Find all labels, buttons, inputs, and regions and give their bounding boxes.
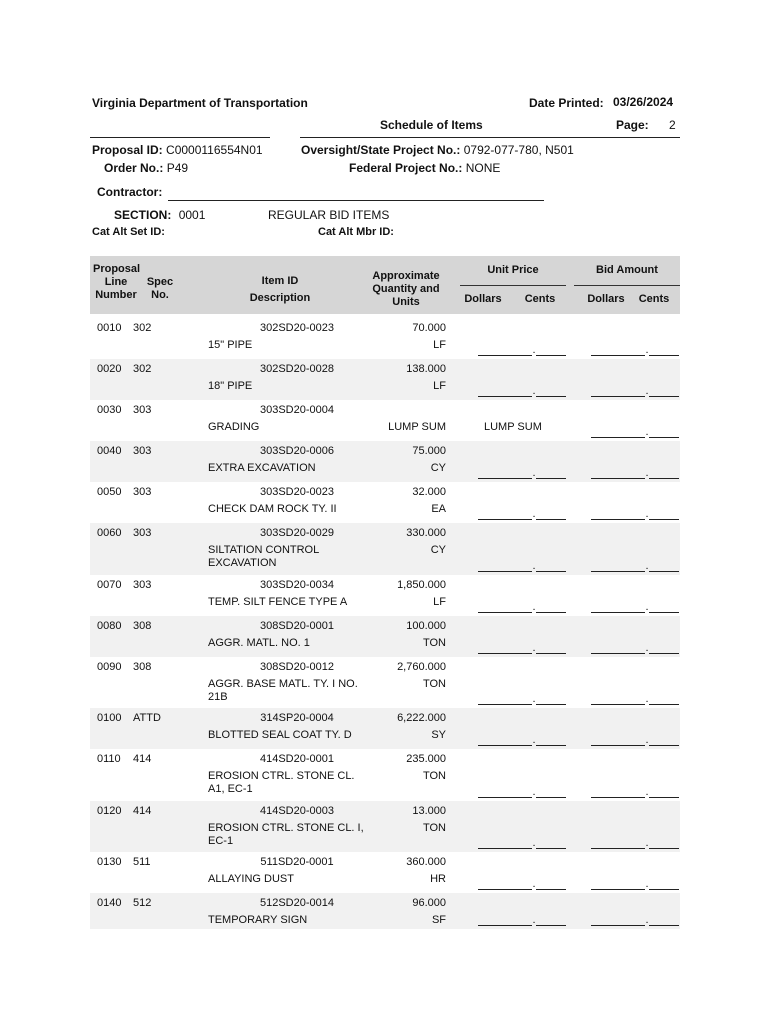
- approximate-text: Approximate: [372, 270, 440, 282]
- cat-alt-set-label: Cat Alt Set ID:: [92, 226, 165, 238]
- bid-amount-blank[interactable]: .: [591, 426, 679, 438]
- order-no-value: P49: [166, 161, 189, 175]
- quantity: 100.000: [406, 620, 446, 632]
- contractor-blank-line: [168, 200, 544, 201]
- item-description: TEMPORARY SIGN: [208, 914, 308, 926]
- spec-number: 414: [133, 805, 152, 817]
- bid-amount-blank[interactable]: .: [591, 467, 679, 479]
- section-label: SECTION:: [114, 208, 172, 222]
- date-printed-value: 03/26/2024: [613, 95, 674, 109]
- line-number: 0010: [97, 322, 122, 334]
- federal-value: NONE: [465, 161, 501, 175]
- proposal-text: Proposal: [93, 263, 141, 275]
- unit-price-blank[interactable]: .: [478, 914, 566, 926]
- item-description: EROSION CTRL. STONE CL. I, EC-1: [208, 822, 364, 847]
- spec-number: 303: [133, 404, 152, 416]
- unit: LUMP SUM: [388, 421, 446, 433]
- table-row: [90, 657, 680, 708]
- contractor-label: Contractor:: [97, 185, 163, 199]
- line-number: 0060: [97, 527, 122, 539]
- proposal-id-label: Proposal ID:: [92, 143, 163, 157]
- line-number: 0140: [97, 897, 122, 909]
- oversight-value: 0792-077-780, N501: [463, 143, 574, 157]
- line-number: 0100: [97, 712, 122, 724]
- item-id: 314SP20-0004: [260, 712, 334, 724]
- unit-price-blank[interactable]: .: [478, 878, 566, 890]
- table-row: [90, 318, 680, 359]
- table-row: [90, 441, 680, 482]
- line-number: 0090: [97, 661, 122, 673]
- col-quantity-header: [358, 270, 454, 309]
- quantity: 75.000: [412, 445, 446, 457]
- line-number: 0130: [97, 856, 122, 868]
- bid-amount-blank[interactable]: .: [591, 508, 679, 520]
- quantity: 96.000: [412, 897, 446, 909]
- unit: LF: [433, 596, 446, 608]
- table-row: [90, 616, 680, 657]
- item-id-text: Item ID: [261, 275, 299, 287]
- item-description: BLOTTED SEAL COAT TY. D: [208, 729, 352, 741]
- table-header: [90, 256, 680, 314]
- line-text: Line: [104, 276, 128, 288]
- section-description: REGULAR BID ITEMS: [268, 208, 390, 222]
- spec-number: 308: [133, 620, 152, 632]
- org-name: Virginia Department of Transportation: [92, 96, 308, 110]
- quantity: 235.000: [406, 753, 446, 765]
- date-printed-label: Date Printed:: [529, 96, 604, 110]
- unit: TON: [422, 770, 446, 782]
- unit-price-underline: [460, 285, 566, 286]
- unit: SY: [431, 729, 446, 741]
- bid-amount-underline: [574, 285, 680, 286]
- item-description: TEMP. SILT FENCE TYPE A: [208, 596, 348, 608]
- table-row: [90, 359, 680, 400]
- unit: CY: [430, 462, 446, 474]
- item-description: GRADING: [208, 421, 260, 433]
- no-text: No.: [151, 289, 169, 301]
- item-id: 414SD20-0003: [259, 805, 334, 817]
- bid-amount-cents: Cents: [638, 293, 670, 305]
- unit-price-blank[interactable]: .: [478, 837, 566, 849]
- spec-number: 308: [133, 661, 152, 673]
- quantity: 330.000: [406, 527, 446, 539]
- item-description: AGGR. MATL. NO. 1: [208, 637, 310, 649]
- spec-number: 302: [133, 363, 152, 375]
- line-number: 0050: [97, 486, 122, 498]
- item-description: 18" PIPE: [208, 380, 253, 392]
- item-id: 303SD20-0004: [259, 404, 334, 416]
- schedule-title: Schedule of Items: [380, 118, 483, 132]
- table-row: [90, 523, 680, 575]
- proposal-id-value: C0000116554N01: [166, 143, 263, 157]
- unit-price-blank[interactable]: .: [478, 560, 566, 572]
- unit: TON: [422, 678, 446, 690]
- unit-price-blank[interactable]: .: [478, 734, 566, 746]
- unit-price-blank[interactable]: .: [478, 344, 566, 356]
- header-divider-right: [300, 137, 680, 138]
- item-id: 308SD20-0012: [259, 661, 334, 673]
- unit-price-blank[interactable]: .: [478, 786, 566, 798]
- spec-number: 512: [133, 897, 152, 909]
- quantity: 6,222.000: [397, 712, 446, 724]
- table-row: [90, 801, 680, 852]
- col-bid-amount-header: Bid Amount: [596, 264, 658, 276]
- header-divider-left: [90, 137, 270, 138]
- spec-text: Spec: [146, 276, 174, 288]
- bid-amount-blank[interactable]: .: [591, 786, 679, 798]
- item-id: 303SD20-0023: [259, 486, 334, 498]
- spec-number: 303: [133, 445, 152, 457]
- quantity: 13.000: [412, 805, 446, 817]
- unit: LF: [433, 339, 446, 351]
- item-description: 15" PIPE: [208, 339, 253, 351]
- item-description: CHECK DAM ROCK TY. II: [208, 503, 337, 515]
- quantity: 2,760.000: [397, 661, 446, 673]
- item-description: SILTATION CONTROL EXCAVATION: [208, 544, 319, 569]
- col-unit-price-header: Unit Price: [487, 264, 539, 276]
- unit: TON: [422, 822, 446, 834]
- bid-amount-blank[interactable]: .: [591, 837, 679, 849]
- item-description: EROSION CTRL. STONE CL. A1, EC-1: [208, 770, 355, 795]
- item-id: 308SD20-0001: [259, 620, 334, 632]
- order-no: [104, 161, 188, 175]
- federal-project: [349, 161, 500, 175]
- unit: SF: [431, 914, 446, 926]
- quantity: 138.000: [406, 363, 446, 375]
- table-row: [90, 893, 680, 929]
- line-number: 0120: [97, 805, 122, 817]
- bid-amount-blank[interactable]: .: [591, 878, 679, 890]
- bid-amount-blank[interactable]: .: [591, 601, 679, 613]
- spec-number: 302: [133, 322, 152, 334]
- bid-amount-blank[interactable]: .: [591, 642, 679, 654]
- spec-number: 511: [133, 856, 151, 868]
- quantity: 70.000: [412, 322, 446, 334]
- spec-number: 303: [133, 579, 152, 591]
- unit-price-text: LUMP SUM: [484, 421, 542, 433]
- units-text: Units: [392, 296, 420, 308]
- unit-price-blank[interactable]: .: [478, 467, 566, 479]
- unit: TON: [422, 637, 446, 649]
- item-id: 512SD20-0014: [259, 897, 334, 909]
- unit-price-blank[interactable]: .: [478, 642, 566, 654]
- item-id: 303SD20-0006: [259, 445, 334, 457]
- cat-alt-mbr-label: Cat Alt Mbr ID:: [318, 226, 394, 238]
- bid-amount-blank[interactable]: .: [591, 734, 679, 746]
- item-id: 302SD20-0028: [259, 363, 334, 375]
- col-item-header: [235, 275, 325, 305]
- section: [114, 208, 205, 222]
- bid-amount-blank[interactable]: .: [591, 344, 679, 356]
- bid-amount-dollars: Dollars: [587, 293, 625, 305]
- line-number: 0110: [97, 753, 121, 765]
- line-number: 0020: [97, 363, 122, 375]
- table-row: [90, 852, 680, 893]
- federal-label: Federal Project No.:: [349, 161, 463, 175]
- oversight-project: [301, 143, 574, 157]
- quantity: 360.000: [406, 856, 446, 868]
- description-text: Description: [249, 292, 311, 304]
- quantity-and-text: Quantity and: [372, 283, 440, 295]
- unit-price-blank[interactable]: .: [478, 693, 566, 705]
- item-description: AGGR. BASE MATL. TY. I NO. 21B: [208, 678, 358, 703]
- spec-number: ATTD: [133, 712, 161, 724]
- page-number: 2: [669, 118, 676, 132]
- quantity: 1,850.000: [397, 579, 446, 591]
- item-description: EXTRA EXCAVATION: [208, 462, 316, 474]
- item-description: ALLAYING DUST: [208, 873, 294, 885]
- page-label: Page:: [616, 118, 649, 132]
- item-id: 511SD20-0001: [260, 856, 334, 868]
- table-row: [90, 400, 680, 441]
- unit-price-cents: Cents: [524, 293, 556, 305]
- unit: CY: [430, 544, 446, 556]
- unit-price-blank[interactable]: .: [478, 508, 566, 520]
- col-proposal-header: [93, 263, 139, 302]
- line-number: 0080: [97, 620, 122, 632]
- quantity: 32.000: [412, 486, 446, 498]
- item-id: 303SD20-0034: [259, 579, 334, 591]
- number-text: Number: [95, 289, 137, 301]
- spec-number: 414: [133, 753, 152, 765]
- unit-price-blank[interactable]: .: [478, 601, 566, 613]
- proposal-id: [92, 143, 263, 157]
- unit-price-dollars: Dollars: [464, 293, 502, 305]
- item-id: 414SD20-0001: [259, 753, 334, 765]
- line-number: 0040: [97, 445, 122, 457]
- section-value: 0001: [178, 208, 206, 222]
- col-spec-header: [145, 276, 175, 302]
- unit: LF: [433, 380, 446, 392]
- table-row: [90, 575, 680, 616]
- line-number: 0030: [97, 404, 122, 416]
- spec-number: 303: [133, 527, 152, 539]
- unit: EA: [431, 503, 446, 515]
- table-row: [90, 482, 680, 523]
- item-id: 302SD20-0023: [259, 322, 334, 334]
- bid-amount-blank[interactable]: .: [591, 385, 679, 397]
- unit-price-blank[interactable]: .: [478, 385, 566, 397]
- spec-number: 303: [133, 486, 152, 498]
- bid-amount-blank[interactable]: .: [591, 693, 679, 705]
- table-row: [90, 708, 680, 749]
- bid-amount-blank[interactable]: .: [591, 560, 679, 572]
- line-number: 0070: [97, 579, 122, 591]
- bid-amount-blank[interactable]: .: [591, 914, 679, 926]
- table-row: [90, 749, 680, 801]
- unit: HR: [430, 873, 446, 885]
- item-id: 303SD20-0029: [259, 527, 334, 539]
- order-no-label: Order No.:: [104, 161, 164, 175]
- oversight-label: Oversight/State Project No.:: [301, 143, 461, 157]
